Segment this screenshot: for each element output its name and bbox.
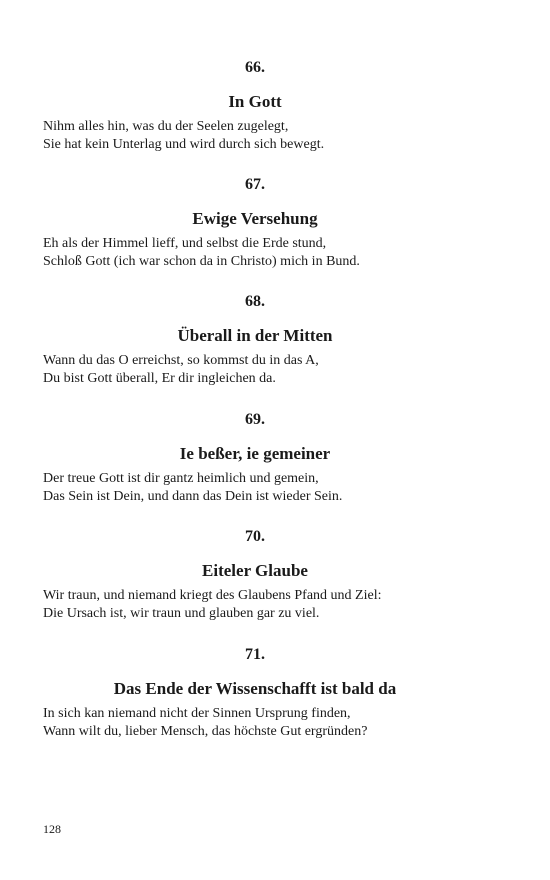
epigram-number: 67. <box>245 176 265 193</box>
verse-line: Die Ursach ist, wir traun und glauben gar zu viel. <box>43 606 320 621</box>
epigram-verse <box>43 587 467 623</box>
epigram-66 <box>43 58 467 154</box>
epigram-70 <box>43 527 467 623</box>
verse-line: Das Sein ist Dein, und dann das Dein ist wieder Sein. <box>43 489 343 504</box>
epigram-number: 70. <box>245 528 265 545</box>
epigram-verse <box>43 352 467 388</box>
epigram-title: Überall in der Mitten <box>177 326 333 345</box>
verse-line: Sie hat kein Unterlag und wird durch sich bewegt. <box>43 137 325 152</box>
verse-line: Nihm alles hin, was du der Seelen zugelegt, <box>43 119 289 134</box>
epigram-verse <box>43 118 467 154</box>
epigram-number: 71. <box>245 646 265 663</box>
epigram-number: 68. <box>245 293 265 310</box>
epigram-verse <box>43 470 467 506</box>
epigram-title: In Gott <box>228 92 282 111</box>
epigram-69 <box>43 410 467 506</box>
page-number: 128 <box>43 822 61 836</box>
epigram-71 <box>43 645 467 741</box>
verse-line: Du bist Gott überall, Er dir ingleichen da. <box>43 371 276 386</box>
verse-line: Wir traun, und niemand kriegt des Glaubens Pfand und Ziel: <box>43 588 382 603</box>
verse-line: Wann wilt du, lieber Mensch, das höchste Gut ergründen? <box>43 724 368 739</box>
verse-line: Eh als der Himmel lieff, und selbst die Erde stund, <box>43 236 327 251</box>
epigram-title: Ie beßer, ie gemeiner <box>179 444 331 463</box>
epigram-number: 69. <box>245 411 265 428</box>
epigram-verse <box>43 235 467 271</box>
epigram-title: Das Ende der Wissenschafft ist bald da <box>113 679 397 698</box>
epigram-title: Ewige Versehung <box>192 209 318 228</box>
verse-line: Der treue Gott ist dir gantz heimlich und gemein, <box>43 471 319 486</box>
epigram-number: 66. <box>245 59 265 76</box>
verse-line: Wann du das O erreichst, so kommst du in das A, <box>43 353 319 368</box>
verse-line: In sich kan niemand nicht der Sinnen Ursprung finden, <box>43 706 351 721</box>
epigram-verse <box>43 705 467 741</box>
epigram-67 <box>43 175 467 271</box>
epigram-68 <box>43 292 467 388</box>
epigram-title: Eiteler Glaube <box>202 561 308 580</box>
verse-line: Schloß Gott (ich war schon da in Christo) mich in Bund. <box>43 254 360 269</box>
